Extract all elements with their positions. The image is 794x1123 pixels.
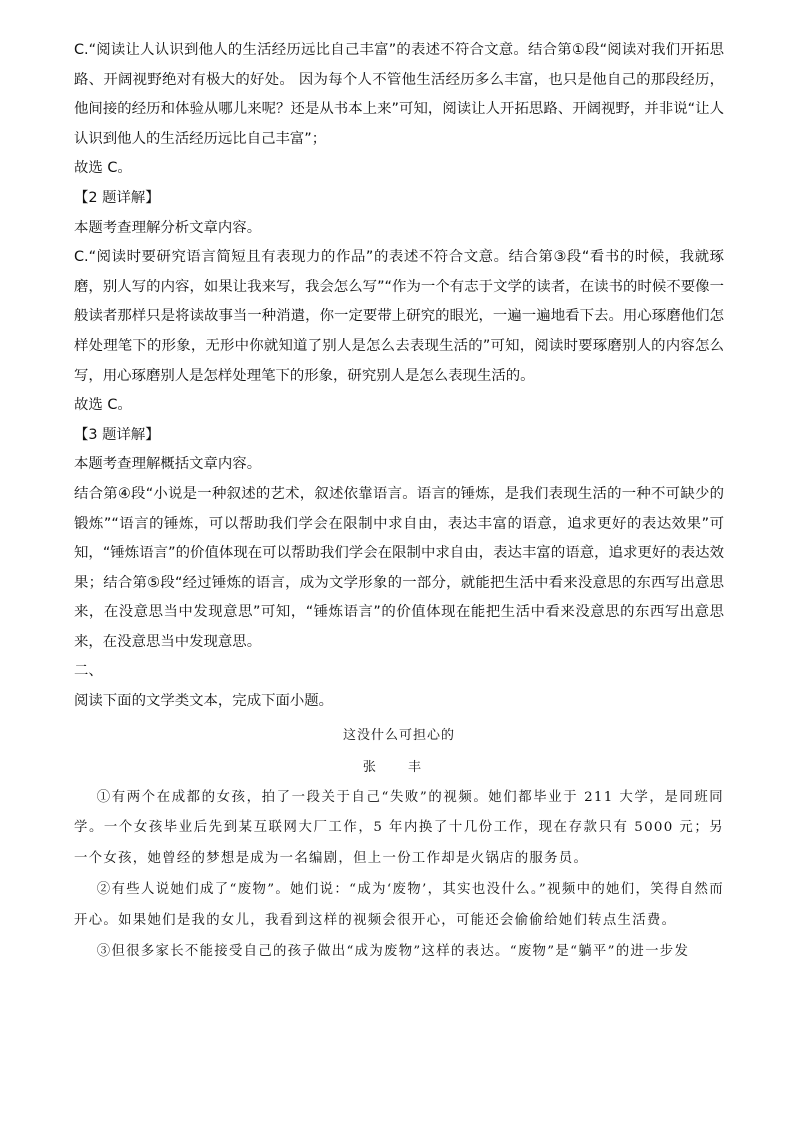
q2-heading: 【2 题详解】 xyxy=(74,189,160,206)
q1-answer: 故选 C。 xyxy=(74,160,132,177)
story-author: 张 丰 xyxy=(362,759,436,775)
part-two-heading: 二、 xyxy=(74,663,103,680)
story-paragraph-3: ③但很多家长不能接受自己的孩子做出“成为废物”这样的表达。“废物”是“躺平”的进一步发 xyxy=(96,943,690,959)
q1-option-c-analysis: C.“阅读让人认识到他人的生活经历远比自己丰富”的表述不符合文意。结合第①段“阅读对我们开拓思路、开阔视野绝对有极大的好处。 因为每个人不管他生活经历多么丰富，也只是他自己的那段经历，他间接的经历和体验从哪儿来呢？还是从书本上来”可知，阅读让人开拓思路、开阔视野，并非说“让人认识到他人的生活经历远比自己丰富”； xyxy=(74,42,724,147)
q3-intro: 本题考查理解概括文章内容。 xyxy=(74,456,262,473)
q2-option-c-analysis: C.“阅读时要研究语言简短且有表现力的作品”的表述不符合文意。结合第③段“看书的时候，我就琢磨，别人写的内容，如果让我来写，我会怎么写”“作为一个有志于文学的读者，在读书的时候不要像一般读者那样只是将读故事当一种消遣，你一定要带上研究的眼光，一遍一遍地看下去。用心琢磨他们怎样处理笔下的形象，无形中你就知道了别人是怎么去表现生活的”可知，阅读时要琢磨别人的内容怎么写，用心琢磨别人是怎样处理笔下的形象，研究别人是怎么表现生活的。 xyxy=(74,249,724,384)
story-paragraph-2: ②有些人说她们成了“废物”。她们说：“成为‘废物’，其实也没什么。”视频中的她们，笑得自然而开心。如果她们是我的女儿，我看到这样的视频会很开心，可能还会偷偷给她们转点生活费。 xyxy=(74,882,724,928)
document-page xyxy=(74,36,724,967)
q3-heading: 【3 题详解】 xyxy=(74,426,160,443)
q3-analysis: 结合第④段“小说是一种叙述的艺术，叙述依靠语言。语言的锤炼，是我们表现生活的一种不可缺少的锻炼”“语言的锤炼，可以帮助我们学会在限制中求自由，表达丰富的语意，追求更好的表达效果”可知，“锤炼语言”的价值体现在可以帮助我们学会在限制中求自由，表达丰富的语意，追求更好的表达效果；结合第⑤段“经过锤炼的语言，成为文学形象的一部分，就能把生活中看来没意思的东西写出意思来，在没意思当中发现意思”可知，“锤炼语言”的价值体现在能把生活中看来没意思的东西写出意思来，在没意思当中发现意思。 xyxy=(74,485,724,650)
q2-intro: 本题考查理解分析文章内容。 xyxy=(74,219,262,236)
story-title: 这没什么可担心的 xyxy=(342,727,455,743)
part-two-instruction: 阅读下面的文学类文本，完成下面小题。 xyxy=(74,693,334,710)
q2-answer: 故选 C。 xyxy=(74,397,132,414)
story-paragraph-1: ①有两个在成都的女孩，拍了一段关于自己“失败”的视频。她们都毕业于 211 大学，是同班同学。一个女孩毕业后先到某互联网大厂工作，5 年内换了十几份工作，现在存款只有 5000 元；另一个女孩，她曾经的梦想是成为一名编剧，但上一份工作却是火锅店的服务员。 xyxy=(74,789,724,867)
